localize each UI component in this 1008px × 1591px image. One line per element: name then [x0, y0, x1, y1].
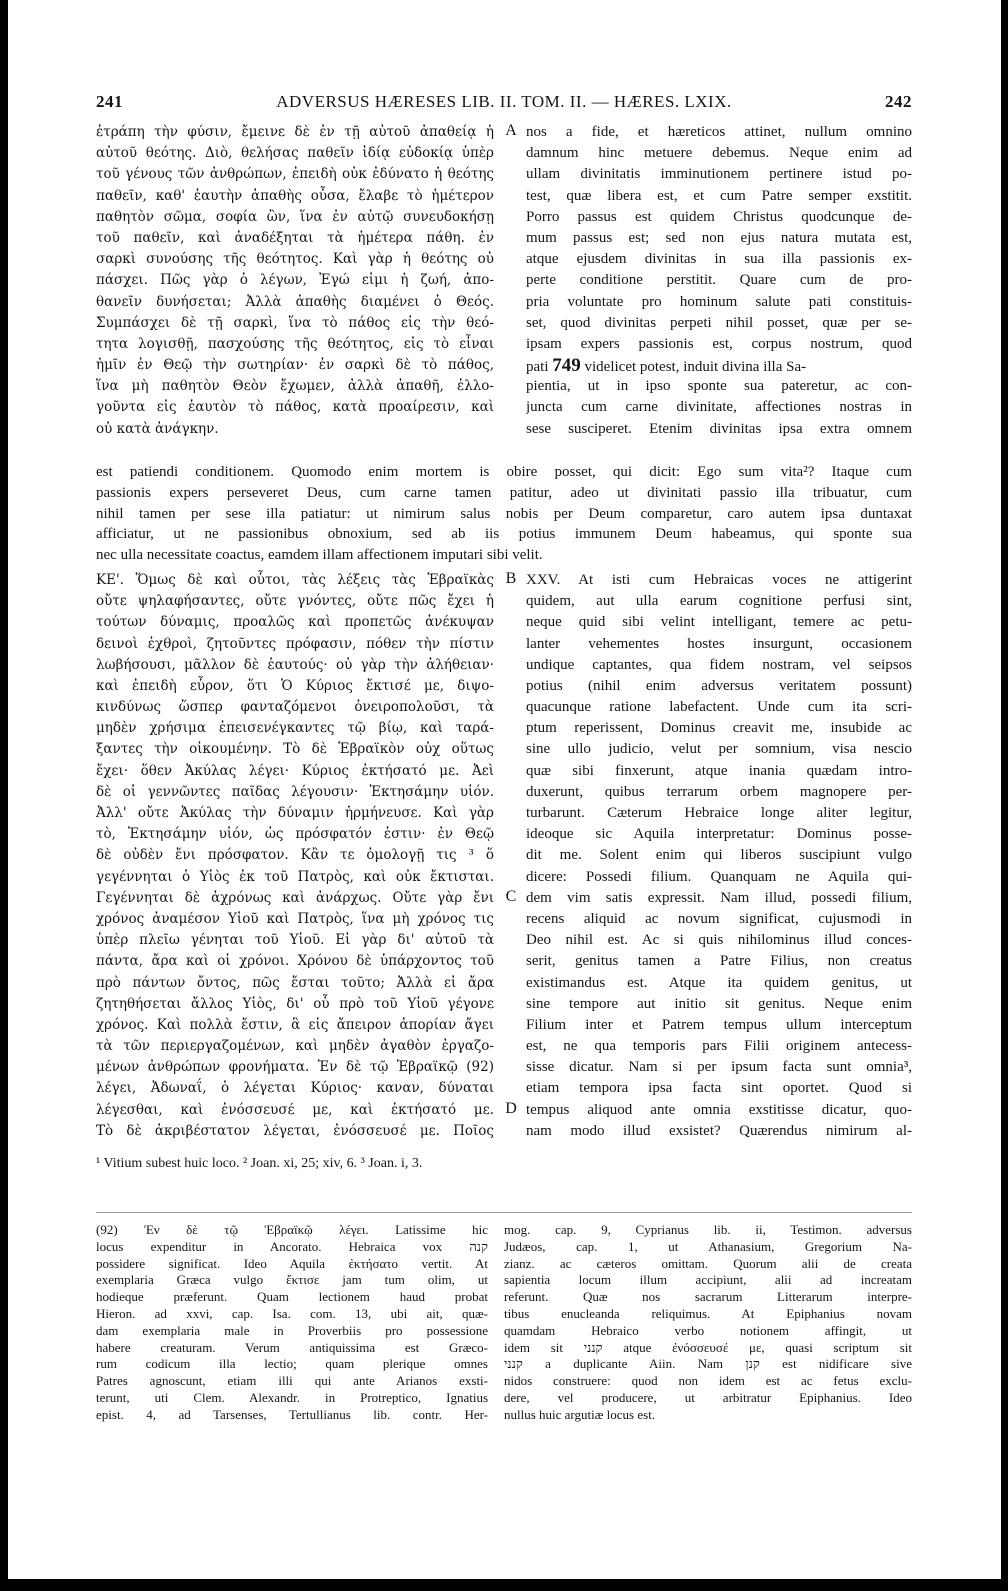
page-number-right: 242	[885, 92, 912, 111]
greek-line: κινδύνως ὥσπερ φανταζόμενοι ὀνειροπολοῦσι, τὰ	[96, 699, 494, 716]
latin-line: lanter vehementes hostes insurgunt, occasionem	[526, 635, 912, 652]
page	[96, 92, 912, 1172]
greek-column-bottom	[96, 570, 494, 1142]
greek-line: μένων ἀνθρώπων φρονήματα. Ἐν δὲ τῷ Ἑβραϊκῷ (92)	[96, 1059, 494, 1076]
margin-letter-b: B	[505, 569, 517, 587]
greek-line: ἐτράπη τὴν φύσιν, ἔμεινε δὲ ἐν τῇ αὐτοῦ ἀπαθείᾳ ἡ	[96, 124, 494, 140]
latin-line: potius (nihil enim adversus veritatem possunt)	[526, 677, 912, 694]
latin-line: est patiendi conditionem. Quomodo enim mortem is obire posset, qui dicit: Ego sum vita²? Itaque cum	[96, 464, 912, 480]
latin-fragment: pati	[526, 359, 549, 376]
note-line: zianz. ac cæteros omittam. Quorum alii de creata	[504, 1255, 912, 1271]
latin-line: dit me. Solent enim qui liberos suscipiunt vulgo	[526, 847, 912, 864]
note-line: nidos construere: quod non idem est ac fetus exclu-	[504, 1373, 912, 1389]
greek-line: Γεγέννηται δὲ ἀχρόνως καὶ ἀνάρχως. Οὔτε γὰρ ἔνι	[96, 889, 494, 906]
greek-line: πάντα, ἄρα καὶ οἱ χρόνοι. Χρόνου δὲ ὑπάρχοντος τοῦ	[96, 953, 494, 970]
greek-line: γεγέννηται ὁ Υἱὸς ἐκ τοῦ Πατρὸς, καὶ οὐκ ἔκτισται.	[96, 868, 494, 885]
latin-line: Filium inter et Patrem tempus ullum interceptum	[526, 1016, 912, 1033]
greek-line: θανεῖν δυνήσεται; Ἀλλὰ ἀπαθὴς διαμένει ὁ Θεός.	[96, 293, 494, 310]
latin-line: pientia, ut in ipso sponte sua pateretur, ac con-	[526, 378, 912, 395]
greek-line: πάσχει. Πῶς γὰρ ὁ λέγων, Ἐγώ εἰμι ἡ ζωή, ἀπο-	[96, 272, 494, 289]
note-line: idem sit קנני atque ἐνόσσευσέ με, quasi scriptum sit	[504, 1339, 912, 1355]
note-line: dere, vel producere, ut arbitratur Epiphanius. Ideo	[504, 1389, 912, 1405]
greek-line: τοῦ γένους τῶν ἀνθρώπων, ἐπειδὴ οὐκ ἐδύνατο ἡ θεότης	[96, 166, 494, 183]
latin-line: dem vim satis expressit. Nam illud, possedi filium,	[526, 889, 912, 906]
latin-line: Porro passus est quidem Christus quodcunque de-	[526, 208, 912, 225]
greek-line: τὰ τῶν περιεργαζομένων, καὶ μηδὲν ἀγαθὸν ἐργαζο-	[96, 1038, 494, 1055]
latin-line: sisse dicatur. Nam si per ipsum facta sunt omnia³,	[526, 1059, 912, 1076]
latin-line: sine tempore aut initio sit genitus. Neque enim	[526, 995, 912, 1012]
greek-line: καὶ ἐπειδὴ εὗρον, ὅτι Ὁ Κύριος ἔκτισέ με, διψο-	[96, 677, 494, 694]
column-number: 749	[552, 355, 581, 377]
latin-line: serit, genitus tamen a Patre Filius, non creatus	[526, 953, 912, 970]
latin-line: passionis expers perseveret Deus, cum carne tamen patitur, adeo ut divinitati passio illa tribuatur, cum	[96, 484, 912, 501]
greek-line: ἡμῖν ἐν Θεῷ τὴν σωτηρίαν· ἐν σαρκὶ δὲ τὸ πάθος,	[96, 357, 494, 374]
greek-line: λέγεσθαι, καὶ ἐνόσσευσέ με, καὶ ἐκτήσατό με.	[96, 1101, 494, 1118]
greek-line: σαρκὶ συνούσης τῆς θεότητος. Καὶ γὰρ ἡ θεότης οὐ	[96, 251, 494, 268]
latin-line: existimandus est. Atque ita quidem genitus, ut	[526, 974, 912, 991]
note-line: epist. 4, ad Tarsenses, Tertullianus lib. contr. Her-	[96, 1406, 488, 1422]
greek-line: μηδὲν χρήσιμα ἐπεισενέγκαντες τῷ βίῳ, καὶ ταρά-	[96, 720, 494, 737]
latin-line: perte conditione perstitit. Quare cum de pro-	[526, 272, 912, 289]
note-line: referunt. Quæ nos sacrarum Litterarum interpre-	[504, 1289, 912, 1305]
latin-line: ideoque sic Aquila interpretatur: Dominus posse-	[526, 826, 912, 843]
greek-line: ἵνα μὴ παθητὸν Θεὸν ἔχωμεν, ἀλλὰ ἀπαθῆ, ἐλλο-	[96, 378, 494, 395]
latin-line: dicere: Possedi filium. Quanquam ne Aquila qui-	[526, 868, 912, 885]
latin-full-width	[96, 462, 912, 566]
latin-line: est, ne qua temporis pars Filii originem antecess-	[526, 1038, 912, 1055]
latin-line: set, quod divinitas perpeti nihil posset, quæ per se-	[526, 314, 912, 331]
greek-line: δὲ οὐδὲν ἔνι πρόσφατον. Κἂν τε ὁμολογῇ τις ³ ὅ	[96, 847, 494, 864]
greek-line: οὔτε ψηλαφήσαντες, οὔτε γνόντες, οὔτε πῶς ἔχει ἡ	[96, 593, 494, 610]
note-line: possidere significat. Ideo Aquila ἐκτήσατο vertit. At	[96, 1255, 488, 1271]
latin-line: neque quid sibi velint intelligant, temere ac petu-	[526, 614, 912, 631]
note-line: Hieron. ad xxvi, cap. Isa. com. 13, ubi ait, quæ-	[96, 1305, 488, 1321]
latin-line: atque ejusdem divinitas in sua illa passionis ex-	[526, 251, 912, 268]
latin-fragment: videlicet potest, induit divina illa Sa-	[584, 359, 807, 376]
latin-line: nihil tamen per sese illa patiatur: ut nimirum salus nobis per Deum comparetur, caro autem ipsa duntaxat	[96, 505, 912, 522]
note-line: rum codicum illa lectio; quam plerique omnes	[96, 1356, 488, 1372]
greek-line: τοῦ παθεῖν, καὶ ἀναδέξηται τὰ ἡμέτερα πάθη. ἐν	[96, 229, 494, 246]
note-line: dam exemplaria male in Proverbiis pro possessione	[96, 1322, 488, 1338]
note-line: Patres agnoscunt, etiam illi qui ante Arianos exsti-	[96, 1373, 488, 1389]
greek-line: λέγει, Ἀδωναΐ, ὁ λέγεται Κύριος· καναν, δύναται	[96, 1080, 494, 1097]
note-line: hodieque præferunt. Quam lectionem haud probat	[96, 1289, 488, 1305]
latin-line: damnum hinc metuere debemus. Neque enim ad	[526, 145, 912, 162]
greek-line: χρόνος ἀναμέσον Υἱοῦ καὶ Πατρὸς, ἵνα μὴ χρόνος τις	[96, 910, 494, 927]
latin-line-with-margin-number	[526, 355, 912, 376]
footnote-references: ¹ Vitium subest huic loco. ² Joan. xi, 25; xiv, 6. ³ Joan. i, 3.	[96, 1155, 423, 1171]
greek-line: λωβήσουσι, μᾶλλον δὲ ἑαυτούς· οὐ γὰρ τὴν ἀλήθειαν·	[96, 656, 494, 673]
note-line: (92) Ἐν δὲ τῷ Ἑβραϊκῷ λέγει. Latissime hic	[96, 1222, 488, 1237]
note-line: sapientia locum illum accipiunt, alii ad increatam	[504, 1272, 912, 1288]
latin-line: nam modo illud exsistet? Quærendus nimirum al-	[526, 1122, 912, 1139]
note-line: locus expenditur in Ancorato. Hebraica vox קנה	[96, 1238, 488, 1254]
latin-line: ipsam expers passionis est, corpus nostrum, quod	[526, 335, 912, 352]
latin-line: tempus aliquod ante omnia exstitisse dicatur, quo-	[526, 1101, 912, 1118]
greek-line: δεινοὶ ἐχθροὶ, ζητοῦντες πρόφασιν, πόθεν τὴν πίστιν	[96, 635, 494, 652]
note-line: Judæos, cap. 1, ut Athanasium, Gregorium Na-	[504, 1238, 912, 1254]
latin-line: pria voluntate pro hominum salute pati constituis-	[526, 293, 912, 310]
note-line: habere creaturam. Verum antiquissima est Græco-	[96, 1339, 488, 1355]
latin-line: ptum reperissent, Dominus creavit me, insubide ac	[526, 720, 912, 737]
scan-border-left	[0, 0, 8, 1591]
bottom-columns	[96, 570, 912, 1150]
latin-line: quacunque ratione labefactent. Unde cum ita scri-	[526, 699, 912, 716]
margin-letter-d: D	[505, 1099, 517, 1117]
notes-right-column	[504, 1222, 912, 1424]
latin-line: test, quæ libera est, et cum Patre semper exstitit.	[526, 187, 912, 204]
running-title: ADVERSUS HÆRESES LIB. II. TOM. II. — HÆRES. LXIX.	[276, 92, 732, 111]
margin-letter-c: C	[505, 887, 517, 905]
greek-column-top	[96, 122, 494, 440]
latin-line: etiam tempora ipsa facta sint oportet. Quod si	[526, 1080, 912, 1097]
latin-line: quæ sibi finxerunt, atque inania quædam intro-	[526, 762, 912, 779]
margin-letter-a: A	[505, 122, 517, 139]
latin-line: recens aliquid ac novum significat, cujusmodi in	[526, 910, 912, 927]
page-number-left: 241	[96, 92, 123, 111]
latin-line: duxerunt, quibus terrarum orbem magnopere per-	[526, 783, 912, 800]
latin-column-top	[526, 122, 912, 440]
greek-line: ἔχει· ὅθεν Ἀκύλας λέγει· Κύριος ἐκτήσατό με. Ἀεὶ	[96, 762, 494, 779]
note-line: tibus enucleanda reliquimus. At Epiphanius novam	[504, 1305, 912, 1321]
greek-line: Τὸ δὲ ἀκριβέστατον λέγεται, ἐνόσσευσέ με. Ποῖος	[96, 1122, 494, 1139]
greek-line: παθεῖν, καθ' ἑαυτὴν ἀπαθὴς οὖσα, ἔλαβε τὸ ἡμέτερον	[96, 187, 494, 204]
greek-line: τούτων δύναμις, προαλῶς καὶ προπετῶς ἀνέκυψαν	[96, 614, 494, 631]
latin-line: nos a fide, et hæreticos attinet, nullum omnino	[526, 124, 912, 140]
scan-border-bottom	[0, 1579, 1008, 1591]
latin-line: XXV. At isti cum Hebraicas voces ne attigerint	[526, 571, 912, 588]
note-line: קנני a duplicante Aiin. Nam קנן est nidificare sive	[504, 1356, 912, 1372]
top-columns	[96, 122, 912, 462]
latin-column-bottom	[526, 570, 912, 1142]
greek-line: τὸ, Ἐκτησάμην υἱόν, ὡς πρόσφατόν ἐστιν· ἐν Θεῷ	[96, 826, 494, 843]
greek-line: ΚΕ'. Ὅμως δὲ καὶ οὗτοι, τὰς λέξεις τὰς Ἑβραϊκὰς	[96, 571, 494, 588]
latin-line: Deo nihil est. Ac si quis nihilominus illud conces-	[526, 932, 912, 949]
note-line: exemplaria Græca vulgo ἔκτισε jam tum olim, ut	[96, 1272, 488, 1288]
note-line: terunt, uti Clem. Alexandr. in Protreptico, Ignatius	[96, 1389, 488, 1405]
greek-line: τητα λογισθῇ, πασχούσης τῆς θεότητος, εἰς τὸ εἶναι	[96, 335, 494, 352]
latin-line: sese susciperet. Etenim divinitas ipsa extra omnem	[526, 420, 912, 437]
notes-left-column	[96, 1222, 488, 1424]
latin-line: juncta cum carne divinitate, affectiones nostras in	[526, 399, 912, 416]
note-line: nullus huic argutiæ locus est.	[504, 1406, 656, 1422]
greek-line: Συμπάσχει δὲ τῇ σαρκὶ, ἵνα τὸ πάθος εἰς τὴν θεό-	[96, 314, 494, 331]
notes-divider	[96, 1212, 912, 1213]
scan-border-right	[1001, 0, 1008, 1591]
greek-line: ξαντες τὴν οἰκουμένην. Τὸ δὲ Ἑβραϊκὸν οὐχ οὕτως	[96, 741, 494, 758]
greek-line: ζητηθήσεται ἄλλος Υἱὸς, δι' οὗ πρὸ τοῦ Υἱοῦ γέγονε	[96, 995, 494, 1012]
latin-line: mum passus est; sed non ejus natura mutata est,	[526, 229, 912, 246]
latin-line: nec ulla necessitate coactus, eamdem illam affectionem imputari sibi velit.	[96, 547, 543, 564]
note-line: quamdam Hebraico verbo notionem affingit, ut	[504, 1322, 912, 1338]
greek-line: παθητὸν σῶμα, σοφία ὢν, ἵνα ἐν αὐτῷ συνευδοκήσῃ	[96, 208, 494, 225]
greek-line: γοῦντα εἰς ἑαυτὸν τὸ πάθος, κατὰ προαίρεσιν, καὶ	[96, 399, 494, 416]
latin-line: afficiatur, ut ne passionibus obnoxium, sed ab iis potius immunem Deum habeamus, qui sponte sua	[96, 526, 912, 543]
greek-line: πρὸ πάντων ὄντος, πῶς ἔσται τοῦτο; Ἀλλὰ εἰ ἄρα	[96, 974, 494, 991]
latin-line: undique captantes, qua fidem nostram, vel seipsos	[526, 656, 912, 673]
greek-line: χρόνος. Καὶ πολλὰ ἔστιν, ἃ εἰς ἄπειρον ἀπορίαν ἄγει	[96, 1016, 494, 1033]
latin-line: ullam divinitatis imminutionem pertinere istud po-	[526, 166, 912, 183]
greek-line: αὐτοῦ θεότης. Διὸ, θελήσας παθεῖν ἰδίᾳ εὐδοκίᾳ ὑπὲρ	[96, 145, 494, 162]
greek-line: ὑπὲρ πλεῖω γένηται τοῦ Υἱοῦ. Εἰ γὰρ δι' αὐτοῦ τὰ	[96, 932, 494, 949]
greek-line: δὲ οἱ γεννῶντες παῖδας λέγουσιν· Ἐκτησάμην υἱόν.	[96, 783, 494, 800]
latin-line: sine ullo judicio, velut per somnium, visa nescio	[526, 741, 912, 758]
note-line: mog. cap. 9, Cyprianus lib. ii, Testimon. adversus	[504, 1222, 912, 1237]
running-header	[96, 92, 912, 122]
latin-line: quidem, aut ulla earum cognitione perfusi sint,	[526, 593, 912, 610]
greek-line: Ἀλλ' οὔτε Ἀκύλας τὴν δύναμιν ἡρμήνευσε. Καὶ γὰρ	[96, 805, 494, 822]
greek-line: οὐ κατὰ ἀνάγκην.	[96, 420, 219, 437]
latin-line: turbarunt. Cæterum Hebraice longe aliter legitur,	[526, 805, 912, 822]
